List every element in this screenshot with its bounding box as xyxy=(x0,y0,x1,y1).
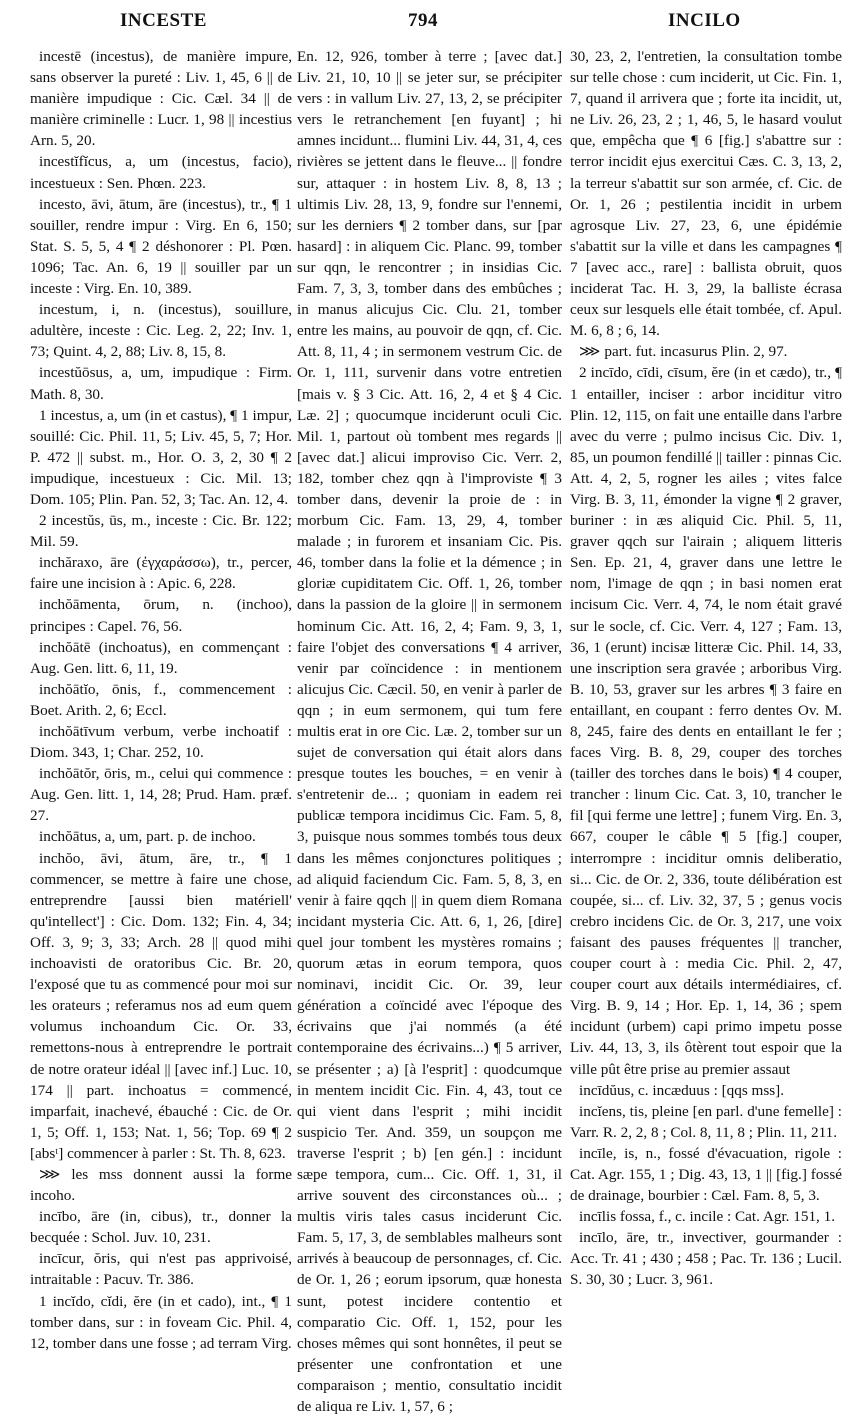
dictionary-entry: incestum, i, n. (incestus), souillure, adultère, inceste : Cic. Leg. 2, 22; Inv. 1, 73; Quint. 4, 2, 88; Liv. 8, 15, 8. xyxy=(30,301,292,361)
dictionary-note: ⋙ les mss donnent aussi la forme incoho. xyxy=(30,1165,292,1205)
page-number: 794 xyxy=(408,10,438,31)
column-left xyxy=(30,46,292,1361)
dictionary-entry: incībo, āre (in, cibus), tr., donner la becquée : Schol. Juv. 10, 231. xyxy=(30,1208,292,1247)
dictionary-entry: incīlis fossa, f., c. incile : Cat. Agr. 151, 1. xyxy=(579,1208,836,1226)
running-head-left: INCESTE xyxy=(120,10,207,31)
dictionary-entry: inchŏātŏr, ōris, m., celui qui commence : Aug. Gen. litt. 1, 14, 28; Prud. Ham. præf. 27. xyxy=(30,765,292,825)
dictionary-note: ⋙ part. fut. incasurus Plin. 2, 97. xyxy=(579,343,788,361)
dictionary-entry: incestĭfĭcus, a, um (incestus, facio), incestueux : Sen. Phœn. 223. xyxy=(30,153,292,192)
column-right xyxy=(570,46,842,1361)
column-middle xyxy=(297,46,562,1415)
dictionary-entry: incestŭōsus, a, um, impudique : Firm. Math. 8, 30. xyxy=(30,364,292,403)
dictionary-entry: incĭens, tis, pleine [en parl. d'une femelle] : Varr. R. 2, 2, 8 ; Col. 8, 11, 8 ; Plin. 11, 211. xyxy=(570,1102,842,1141)
dictionary-entry: incesto, āvi, ātum, āre (incestus), tr., ¶ 1 souiller, rendre impur : Virg. En 6, 150; Stat. S. 5, 5, 4 ¶ 2 déshonorer : Pl. Pœn. 1096; Tac. An. 6, 19 || souiller par un inceste : Virg. En. 10, 389. xyxy=(30,195,292,298)
dictionary-entry-continued: 30, 23, 2, l'entretien, la consultation tombe sur telle chose : cum inciderit, ut Cic. Fin. 1, 7, quand il arrivera que ; forte ita incidit, ut, ne Liv. 26, 23, 2 ; 1, 46, 5, le hasard voulut que, empêcha que ¶ 6 [fig.] s'abattre sur : terror incidit ejus exercitui Cæs. C. 3, 13, 2, la terreur s'abattit sur son armée, cf. Cic. de Or. 1, 26 ; pestilentia incidit in urbem agrosque Liv. 27, 23, 6, une épidémie s'abattit sur la ville et dans les campagnes ¶ 7 [avec acc., rare] : ballista obruit, quos inciderat Tac. H. 3, 29, la balliste écrasa ceux sur lesquels elle était tombée, cf. Apul. M. 6, 8 ; 6, 14. xyxy=(570,48,842,340)
running-head-right: INCILO xyxy=(668,10,741,31)
dictionary-entry: incīlo, āre, tr., invectiver, gourmander : Acc. Tr. 41 ; 430 ; 458 ; Pac. Tr. 136 ; Lucil. S. 30, 30 ; Lucr. 3, 961. xyxy=(570,1229,842,1289)
dictionary-entry: 1 incestus, a, um (in et castus), ¶ 1 impur, souillé: Cic. Phil. 11, 5; Liv. 45, 5, 7; Hor. P. 472 || subst. m., Hor. O. 3, 2, 30 ¶ 2 impudique, incestueux : Cic. Mil. 13; Dom. 105; Plin. Pan. 52, 3; Tac. An. 12, 4. xyxy=(30,406,292,508)
dictionary-entry-continued: En. 12, 926, tomber à terre ; [avec dat.] Liv. 21, 10, 10 || se jeter sur, se précipiter vers : in vallum Liv. 27, 13, 2, se précipiter vers le retranchement [en fuyant] ; hi amnes incidunt... flumini Liv. 44, 31, 4, ces rivières se jettent dans le fleuve... || fondre sur, attaquer : in hostem Liv. 8, 8, 13 ; ultimis Liv. 28, 13, 9, fondre sur l'ennemi, sur les derniers ¶ 2 tomber dans, sur [par hasard] : in aliquem Cic. Planc. 99, tomber sur qqn, le rencontrer ; in insidias Cic. Fam. 7, 3, 3, tomber dans des embûches ; in manus alicujus Cic. Clu. 21, tomber entre les mains, au pouvoir de qqn, cf. Cic. Att. 8, 11, 4 ; in sermonem vestrum Cic. de Or. 1, 111, survenir dans votre entretien [mais v. § 3 Cic. Att. 16, 2, 4 et § 4 Cic. Læ. 2] ; quocumque inciderunt oculi Cic. Mil. 1, partout où tombent mes regards || [avec dat.] alicui improviso Cic. Verr. 2, 182, tomber chez qqn à l'improviste ¶ 3 tomber dans, devenir la proie de : in morbum Cic. Fam. 13, 29, 4, tomber malade ; in furorem et insaniam Cic. Pis. 46, tomber dans la folie et la démence ; in gloriæ cupiditatem Cic. Off. 1, 26, tomber dans la passion de la gloire || in sermonem hominum Cic. Att. 16, 2, 4; Fam. 9, 3, 1, faire l'objet des conversations ¶ 4 arriver, venir par coïncidence : in mentionem alicujus Cic. Cæcil. 50, en venir à parler de qqn ; in eum sermonem, qui tum fere multis erat in ore Cic. Læ. 2, tomber sur un sujet de conversation qui était alors dans presque toutes les bouches, = en venir à s'entretenir de... ; quoniam in eadem rei publicæ tempora incidimus Cic. Fam. 5, 8, 3, puisque nous sommes tombés tous deux dans les mêmes conjonctures politiques ; ad aliquid faciendum Cic. Fam. 5, 8, 3, en venir à faire qqch || in quem diem Romana incidant mysteria Cic. Att. 6, 1, 26, [dire] quel jour tombent les mystères romains ; quorum ætas in eorum tempora, quos nominavi, incidit Cic. Or. 39, leur génération a coïncidé avec l'époque des écrivains que j'ai nommés (a été contemporaine des écrivains...) ¶ 5 arriver, se présenter ; a) [à l'esprit] : quodcumque in mentem incidit Cic. Fin. 4, 43, tout ce qui vient dans l'esprit ; mihi incidit suspicio Ter. And. 359, un soupçon me traverse l'esprit ; b) [en gén.] : incidunt sæpe tempora, cum... Cic. Off. 1, 31, il arrive souvent des circonstances où... ; multis viris tales casus inciderunt Cic. Fam. 5, 17, 3, de semblables malheurs sont arrivés à beaucoup de personnages, cf. Cic. de Or. 1, 26 ; eorum ipsorum, quæ honesta sunt, potest incidere contentio et comparatio Cic. Off. 1, 152, pour les choses mêmes qui sont honnêtes, il peut se présenter une confrontation et une comparaison ; mentio, consultatio incidit de aliqua re Liv. 1, 57, 6 ; xyxy=(297,48,562,1415)
dictionary-entry: inchăraxo, āre (ἐγχαράσσω), tr., percer, faire une incision à : Apic. 6, 228. xyxy=(30,554,292,593)
dictionary-entry: inchŏo, āvi, ātum, āre, tr., ¶ 1 commencer, se mettre à faire une chose, entreprendre [aussi bien matériell' qu'intellect'] : Cic. Dom. 132; Fin. 4, 34; Off. 3, 9; 3, 33; Arch. 28 || quod mihi inchoavisti de oratoribus Cic. Br. 20, l'exposé que tu as commencé pour moi sur les orateurs ; referamus nos ad eum quem volumus inchoandum Cic. Or. 33, remettons-nous à entreprendre le portrait de notre orateur idéal || [avec inf.] Luc. 10, 174 || part. inchoatus = commencé, imparfait, inachevé, ébauché : Cic. de Or. 1, 5; Off. 1, 153; Nat. 1, 56; Top. 69 ¶ 2 [absᵗ] commencer à parler : St. Th. 8, 623. xyxy=(30,849,292,1162)
dictionary-entry: inchŏātīvum verbum, verbe inchoatif : Diom. 343, 1; Char. 252, 10. xyxy=(30,723,292,762)
page-header xyxy=(0,10,850,40)
dictionary-entry: 2 incestŭs, ūs, m., inceste : Cic. Br. 122; Mil. 59. xyxy=(30,512,292,551)
dictionary-entry: incīcur, ŏris, qui n'est pas apprivoisé, intraitable : Pacuv. Tr. 386. xyxy=(30,1250,292,1289)
dictionary-entry: inchŏātĭo, ōnis, f., commencement : Boet. Arith. 2, 6; Eccl. xyxy=(30,680,292,719)
dictionary-entry: incīle, is, n., fossé d'évacuation, rigole : Cat. Agr. 155, 1 ; Dig. 43, 13, 1 || [fig.] fossé de drainage, bourbier : Cæl. Fam. 8, 5, 3. xyxy=(570,1144,842,1205)
dictionary-entry: inchŏātus, a, um, part. p. de inchoo. xyxy=(39,828,256,846)
dictionary-entry: 1 incĭdo, cĭdi, ĕre (in et cado), int., ¶ 1 tomber dans, sur : in foveam Cic. Phil. 4, 12, tomber dans une fosse ; ad terram Virg. xyxy=(30,1292,292,1352)
dictionary-entry: inchŏātē (inchoatus), en commençant : Aug. Gen. litt. 6, 11, 19. xyxy=(30,638,292,677)
dictionary-entry: inchŏāmenta, ōrum, n. (inchoo), principes : Capel. 76, 56. xyxy=(30,596,292,635)
dictionary-entry: incīdŭus, c. incæduus : [qqs mss]. xyxy=(579,1081,785,1099)
dictionary-entry: 2 incīdo, cīdi, cīsum, ĕre (in et cædo), tr., ¶ 1 entailler, inciser : arbor inciditur vitro Plin. 12, 115, on fait une entaille dans l'arbre avec du verre ; pulmo incisus Cic. Div. 1, 85, un poumon fendillé || tailler : pinnas Cic. Att. 4, 2, 5, rogner les ailes ; vites falce Virg. B. 3, 11, émonder la vigne ¶ 2 graver, buriner : in æs aliquid Cic. Phil. 5, 11, graver qqch sur l'airain ; aliquem litteris Sen. Ep. 21, 4, graver dans une lettre le nom, l'image de qqn ; in basi nomen erat incisum Cic. Verr. 4, 74, le nom était gravé sur le socle, cf. Cic. Verr. 4, 127 ; Fam. 13, 36, 1 (erunt) incisæ litteræ Cic. Phil. 14, 33, une inscription sera gravée ; arboribus Virg. B. 10, 53, graver sur les arbres ¶ 3 faire en entaillant, en coupant : ferro dentes Ov. M. 8, 245, faire des dents en entaillant le fer ; faces Virg. B. 8, 29, couper des torches (tailler des torches dans le bois) ¶ 4 couper, trancher : linum Cic. Cat. 3, 10, trancher le fil [qui ferme une lettre] ; funem Virg. En. 3, 667, couper le câble ¶ 5 [fig.] couper, interrompre : inciditur omnis deliberatio, si... Cic. de Or. 2, 336, toute délibération est coupée, si... cf. Liv. 32, 37, 5 ; genus vocis crebro incidens Cic. de Or. 3, 217, une voix faisant des pauses fréquentes || trancher, couper court à : media Cic. Phil. 2, 47, couper court aux détails intermédiaires, cf. Virg. B. 9, 14 ; Hor. Ep. 1, 14, 36 ; spem incidunt (urbem) capi primo impetu posse Liv. 44, 13, 3, ils ôtèrent tout espoir que la ville pût être prise au premier assaut xyxy=(570,364,842,1078)
dictionary-entry: incestē (incestus), de manière impure, sans observer la pureté : Liv. 1, 45, 6 || de manière impudique : Cic. Cæl. 34 || de manière criminelle : Lucr. 1, 98 || incestius Arn. 5, 20. xyxy=(30,48,292,150)
